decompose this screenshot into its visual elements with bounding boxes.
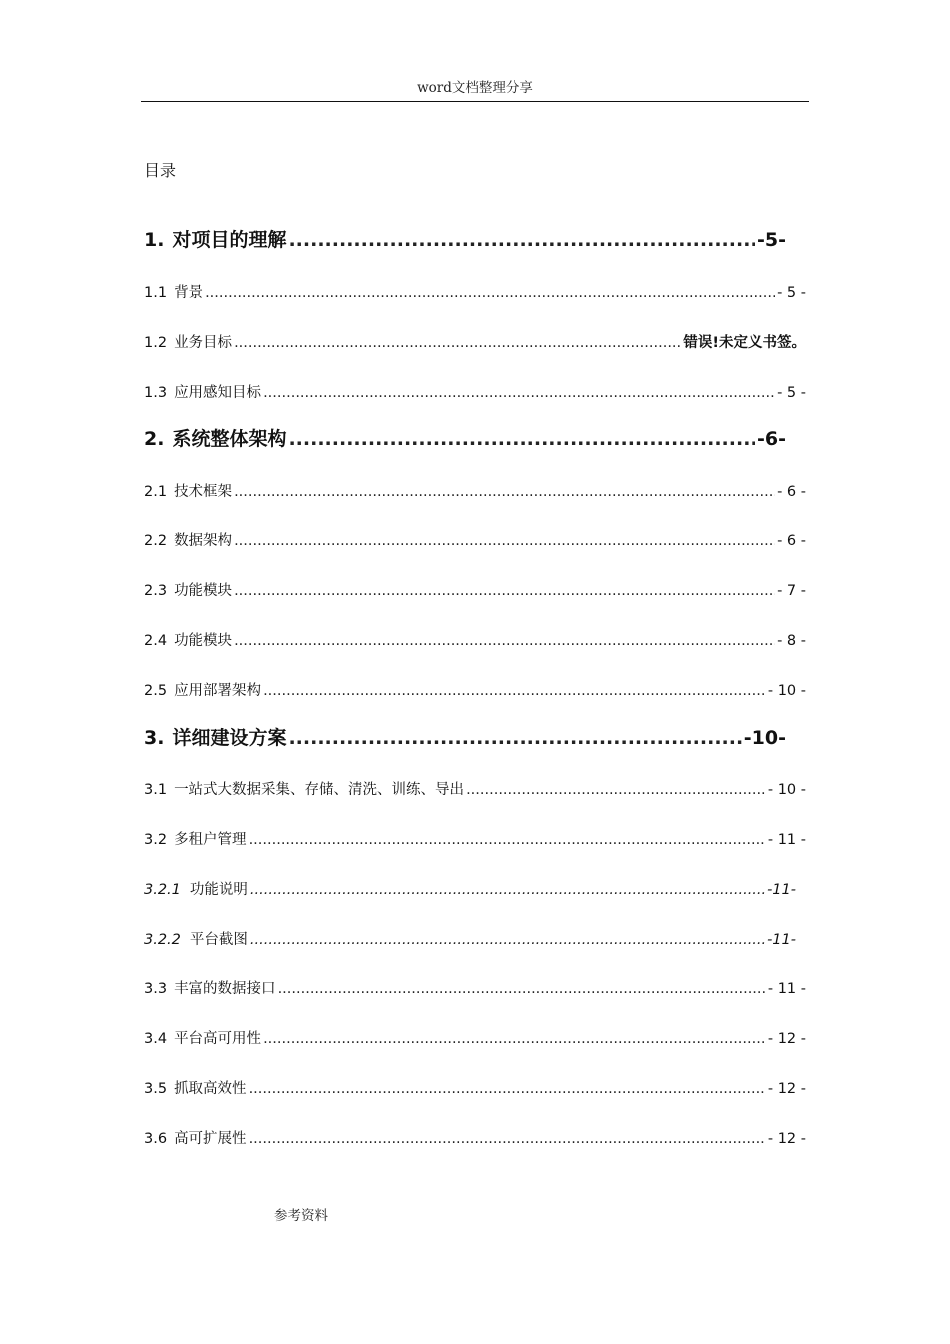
- toc-entry-page: - 10 -: [767, 782, 806, 798]
- toc-leader: [234, 484, 775, 500]
- toc-entry-page: 错误!未定义书签。: [683, 335, 806, 351]
- toc-entry-1-2[interactable]: [144, 331, 806, 352]
- toc-entry-2-4[interactable]: [144, 629, 806, 650]
- toc-entry-label: 技术框架: [174, 484, 233, 500]
- toc-entry-page: - 7 -: [777, 583, 806, 599]
- toc-entry-number: 3.5: [144, 1081, 168, 1097]
- toc-entry-3-2[interactable]: [144, 828, 806, 849]
- toc-leader: [205, 285, 775, 301]
- toc-entry-2-3[interactable]: [144, 579, 806, 600]
- page-footer: 参考资料: [274, 1208, 328, 1224]
- toc-entry-1-1[interactable]: [144, 281, 806, 302]
- toc-entry-number: 1.: [144, 229, 165, 251]
- toc-entry-label: 一站式大数据采集、存储、清洗、训练、导出: [174, 782, 465, 798]
- toc-entry-label: 背景: [174, 285, 204, 301]
- toc-entry-label: 数据架构: [174, 533, 233, 549]
- toc-entry-2-1[interactable]: [144, 480, 806, 501]
- toc-entry-1[interactable]: [144, 225, 786, 252]
- toc-entry-label: 功能说明: [189, 882, 248, 898]
- toc-entry-label: 抓取高效性: [174, 1081, 247, 1097]
- toc-leader: [234, 583, 775, 599]
- toc-entry-page: -6-: [757, 428, 786, 450]
- toc-entry-3-3[interactable]: [144, 977, 806, 998]
- toc-title: 目录: [144, 161, 177, 180]
- toc-entry-page: - 8 -: [777, 633, 806, 649]
- toc-leader: [263, 385, 775, 401]
- toc-entry-label: 应用部署架构: [174, 683, 262, 699]
- toc-entry-number: 3.4: [144, 1031, 168, 1047]
- toc-entry-label: 应用感知目标: [174, 385, 262, 401]
- toc-entry-3-1[interactable]: [144, 778, 806, 799]
- toc-entry-page: - 5 -: [777, 385, 806, 401]
- toc-entry-3-5[interactable]: [144, 1077, 806, 1098]
- toc-entry-number: 2.5: [144, 683, 168, 699]
- toc-entry-number: 3.6: [144, 1131, 168, 1147]
- toc-leader: [250, 932, 765, 948]
- toc-entry-page: - 10 -: [767, 683, 806, 699]
- toc-entry-label: 系统整体架构: [172, 428, 287, 450]
- toc-entry-number: 3.2: [144, 832, 168, 848]
- toc-entry-number: 3.: [144, 727, 165, 749]
- toc-entry-number: 3.2.2: [144, 932, 181, 948]
- toc-entry-page: - 12 -: [767, 1131, 806, 1147]
- toc-entry-label: 平台截图: [189, 932, 248, 948]
- toc-leader: [278, 981, 766, 997]
- toc-entry-page: -10-: [743, 727, 786, 749]
- toc-entry-page: - 12 -: [767, 1031, 806, 1047]
- toc-entry-3-4[interactable]: [144, 1027, 806, 1048]
- toc-entry-page: - 6 -: [777, 484, 806, 500]
- toc-entry-page: - 6 -: [777, 533, 806, 549]
- toc-entry-2-2[interactable]: [144, 529, 806, 550]
- toc-entry-page: - 11 -: [767, 981, 806, 997]
- toc-leader: [234, 633, 775, 649]
- toc-leader: [249, 832, 766, 848]
- toc-leader: [234, 335, 681, 351]
- toc-entry-label: 多租户管理: [174, 832, 247, 848]
- toc-entry-label: 功能模块: [174, 583, 233, 599]
- toc-entry-number: 3.2.1: [144, 882, 181, 898]
- toc-entry-label: 平台高可用性: [174, 1031, 262, 1047]
- header-rule: [141, 101, 809, 102]
- toc-leader: [263, 1031, 766, 1047]
- toc-entry-label: 高可扩展性: [174, 1131, 247, 1147]
- toc-entry-1-3[interactable]: [144, 381, 806, 402]
- toc-leader: [263, 683, 766, 699]
- toc-leader: [288, 428, 755, 450]
- toc-leader: [249, 1131, 766, 1147]
- toc-entry-label: 业务目标: [174, 335, 233, 351]
- toc-entry-number: 1.3: [144, 385, 168, 401]
- toc-entry-3-6[interactable]: [144, 1127, 806, 1148]
- toc-entry-2[interactable]: [144, 424, 786, 451]
- toc-entry-page: -11-: [767, 882, 796, 898]
- toc-entry-label: 对项目的理解: [172, 229, 287, 251]
- toc-leader: [288, 229, 755, 251]
- toc-leader: [234, 533, 775, 549]
- toc-entry-label: 详细建设方案: [172, 727, 287, 749]
- toc-entry-3[interactable]: [144, 723, 786, 750]
- page-header: word文档整理分享: [417, 80, 533, 96]
- toc-entry-page: - 11 -: [767, 832, 806, 848]
- toc-entry-page: - 12 -: [767, 1081, 806, 1097]
- toc-entry-number: 2.1: [144, 484, 168, 500]
- toc-entry-number: 1.2: [144, 335, 168, 351]
- toc-entry-number: 1.1: [144, 285, 168, 301]
- toc-entry-page: - 5 -: [777, 285, 806, 301]
- toc-leader: [250, 882, 765, 898]
- toc-entry-3-2-2[interactable]: [144, 928, 796, 949]
- toc-entry-number: 2.: [144, 428, 165, 450]
- toc-entry-number: 2.3: [144, 583, 168, 599]
- toc-entry-number: 2.2: [144, 533, 168, 549]
- toc-entry-label: 丰富的数据接口: [174, 981, 276, 997]
- toc-entry-number: 3.3: [144, 981, 168, 997]
- toc-entry-number: 2.4: [144, 633, 168, 649]
- toc-entry-number: 3.1: [144, 782, 168, 798]
- toc-entry-3-2-1[interactable]: [144, 878, 796, 899]
- toc-leader: [249, 1081, 766, 1097]
- toc-entry-2-5[interactable]: [144, 679, 806, 700]
- toc-entry-label: 功能模块: [174, 633, 233, 649]
- toc-leader: [466, 782, 766, 798]
- toc-leader: [288, 727, 741, 749]
- toc-entry-page: -11-: [767, 932, 796, 948]
- toc-entry-page: -5-: [757, 229, 786, 251]
